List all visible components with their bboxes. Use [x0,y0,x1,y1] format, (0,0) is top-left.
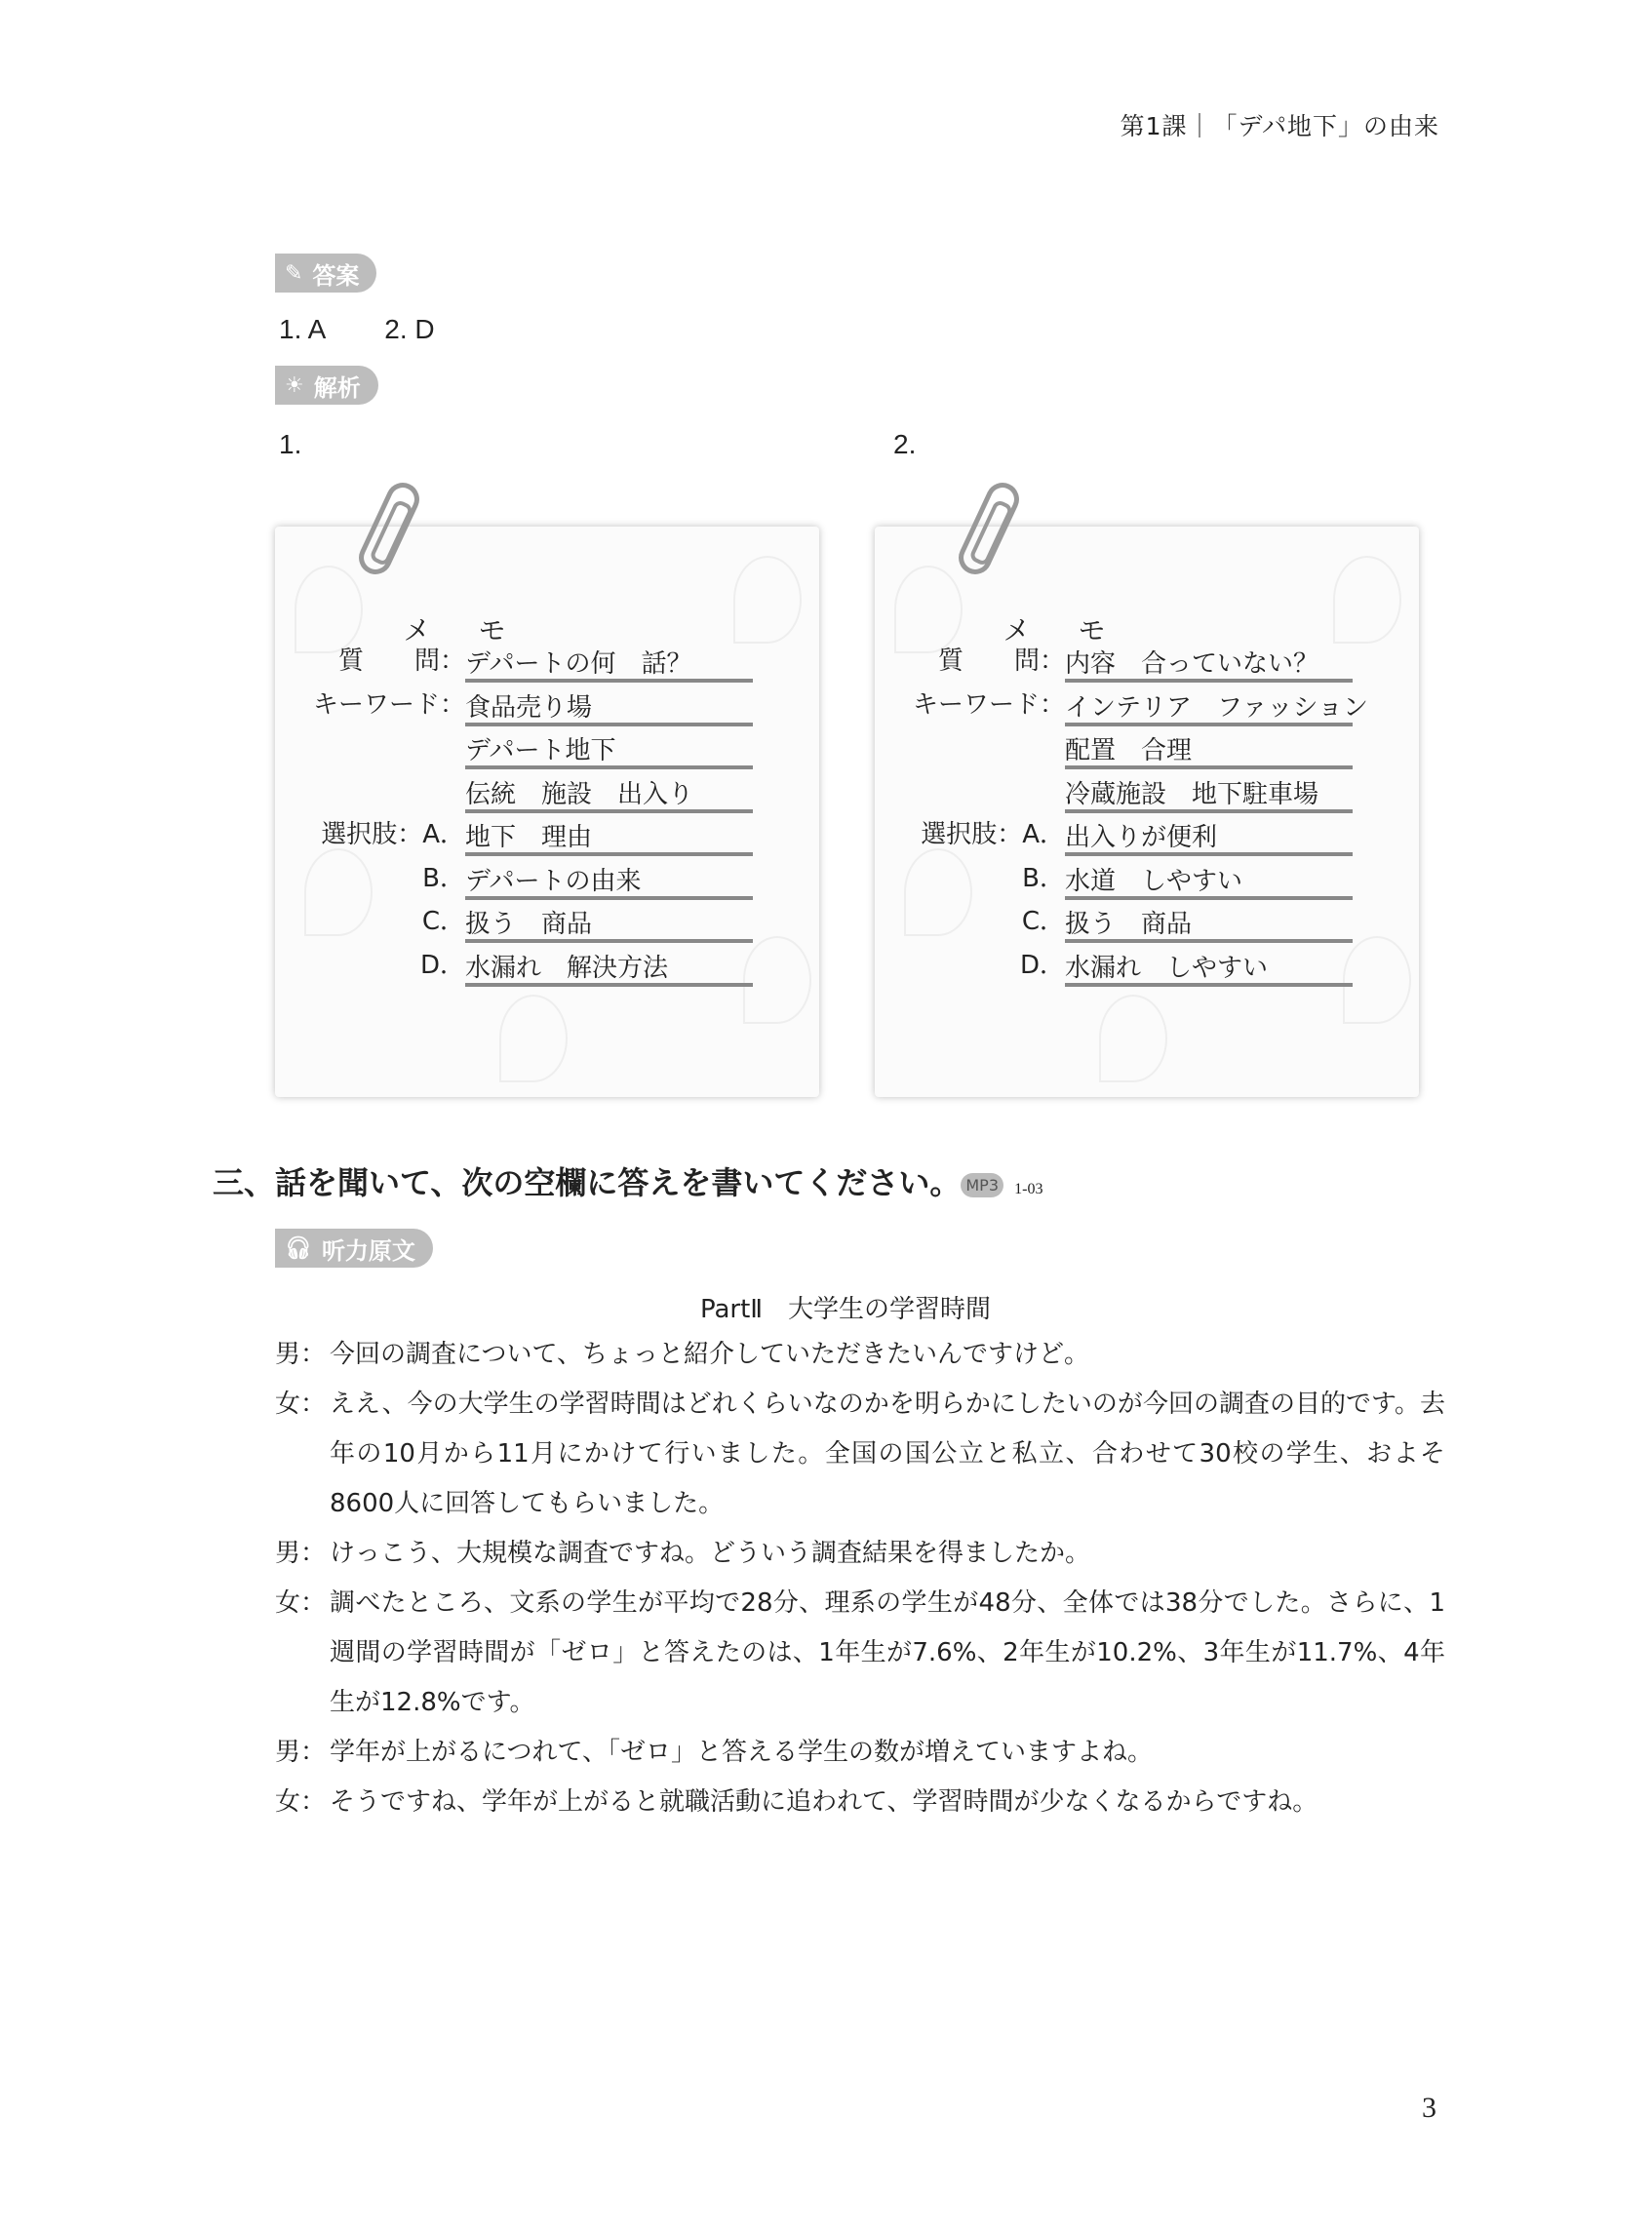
memo-value: デパート地下 [465,730,753,769]
memo-row [902,938,1269,983]
flower-decoration [499,995,568,1082]
memo-row [302,807,593,852]
memo-title: メ モ [403,614,526,646]
flower-decoration [1099,995,1167,1082]
speaker: 女： [275,1787,327,1817]
memo-label: D． [419,950,465,980]
memo-row [302,851,642,896]
answer-2: 2. D [384,314,435,344]
memo-label: 質 問： [937,646,1065,676]
memo-row [302,764,694,809]
speaker: 女： [275,1588,327,1618]
dialogue-line [275,1529,1445,1579]
utterance: 学年が上がるにつれて、「ゼロ」と答える学生の数が増えていますよね。 [330,1738,1153,1767]
page-number: 3 [1422,2092,1436,2124]
memo-row [302,678,593,723]
memo-value: 出入りが便利 [1065,817,1353,856]
memo-label: B． [1022,863,1065,893]
running-header: 第1課｜「デパ地下」の由来 [1120,112,1439,140]
answer-badge-label: 答案 [312,261,360,290]
memo-value: 地下 理由 [465,817,753,856]
dialogue-line [275,1380,1445,1529]
dialogue-line [275,1728,1445,1778]
memo-row [902,764,1319,809]
utterance: けっこう、大規模な調査ですね。どういう調査結果を得ましたか。 [330,1539,1091,1568]
headphones-icon: 🎧︎ [285,1235,312,1261]
memo-label: C． [421,907,465,936]
memo-value: 水漏れ しやすい [1065,948,1353,987]
memo-label: B． [422,863,465,893]
speaker: 男： [275,1738,327,1767]
memo-card-2 [875,527,1419,1097]
script-badge-label: 听力原文 [321,1236,415,1265]
memo-title: メ モ [1003,614,1125,646]
memo-value: 冷蔵施設 地下駐車場 [1065,774,1353,813]
dialogue-line [275,1579,1445,1728]
memo-row [902,678,1368,723]
dialogue-line [275,1778,1445,1827]
paperclip-icon [353,478,424,580]
part-title: PartⅡ 大学生の学習時間 [699,1295,992,1324]
flower-decoration [733,556,802,644]
memo-card-1 [275,527,819,1097]
memo-value: 食品売り場 [465,687,753,726]
speaker: 女： [275,1390,327,1419]
dialogue [275,1330,1445,1827]
memo-label: 選択肢：A． [321,820,465,849]
pencil-note-icon: ✎ [285,260,303,286]
memo-value: 伝統 施設 出入り [465,774,753,813]
memo-value: 扱う 商品 [1065,904,1353,943]
utterance: 今回の調査について、ちょっと紹介していただきたいんですけど。 [330,1340,1089,1369]
memo-row [902,894,1193,939]
memo-row [302,634,692,679]
memo-row [302,894,593,939]
analysis-badge [275,366,378,405]
track-number: 1-03 [1014,1181,1043,1197]
memo-label: 質 問： [337,646,465,676]
section-3-heading [213,1158,1042,1203]
memo-number-1: 1. [279,429,302,459]
memo-value: 水道 しやすい [1065,861,1353,900]
paperclip-icon [953,478,1024,580]
script-badge [275,1229,433,1268]
utterance: ええ、今の大学生の学習時間はどれくらいなのかを明らかにしたいのが今回の調査の目的です。去年の10月から11月にかけて行いました。全国の国公立と私立、合わせて30校の学生、およそ8600人に回答してもらいました。 [330,1390,1445,1518]
memo-row [302,938,669,983]
section-3-title: 三、話を聞いて、次の空欄に答えを書いてください。 [213,1164,962,1201]
memo-label: キーワード： [912,689,1065,720]
utterance: 調べたところ、文系の学生が平均で28分、理系の学生が48分、全体では38分でした。さらに、1週間の学習時間が「ゼロ」と答えたのは、1年生が7.6%、2年生が10.2%、3年生が11.7%、4年生が12.8%です。 [330,1588,1445,1717]
memo-value: 扱う 商品 [465,904,753,943]
utterance: そうですね、学年が上がると就職活動に追われて、学習時間が少なくなるからですね。 [330,1787,1318,1817]
memo-label: C． [1021,907,1065,936]
lightbulb-icon: ☀ [285,372,304,398]
memo-value: 配置 合理 [1065,730,1353,769]
memo-row [902,851,1243,896]
flower-decoration [1333,556,1401,644]
memo-value: 水漏れ 解決方法 [465,948,753,987]
memo-label: 選択肢：A． [921,820,1065,849]
memo-row [902,807,1218,852]
dialogue-line [275,1330,1445,1380]
memo-label: D． [1019,950,1065,980]
memo-value: インテリア ファッション [1065,687,1353,726]
speaker: 男： [275,1539,327,1568]
memo-row [302,721,616,765]
flower-decoration [1343,936,1411,1024]
memo-label: キーワード： [312,689,465,720]
memo-row [902,634,1319,679]
answers [279,314,493,345]
memo-row [902,721,1193,765]
memo-number-2: 2. [893,429,917,459]
speaker: 男： [275,1340,327,1369]
answer-badge [275,254,376,293]
mp3-icon: MP3 [961,1173,1003,1197]
memo-value: デパートの由来 [465,861,753,900]
answer-1: 1. A [279,314,327,344]
memo-value: 内容 合っていない？ [1065,644,1353,683]
memo-value: デパートの何 話？ [465,644,753,683]
analysis-badge-label: 解析 [313,373,361,402]
flower-decoration [743,936,811,1024]
